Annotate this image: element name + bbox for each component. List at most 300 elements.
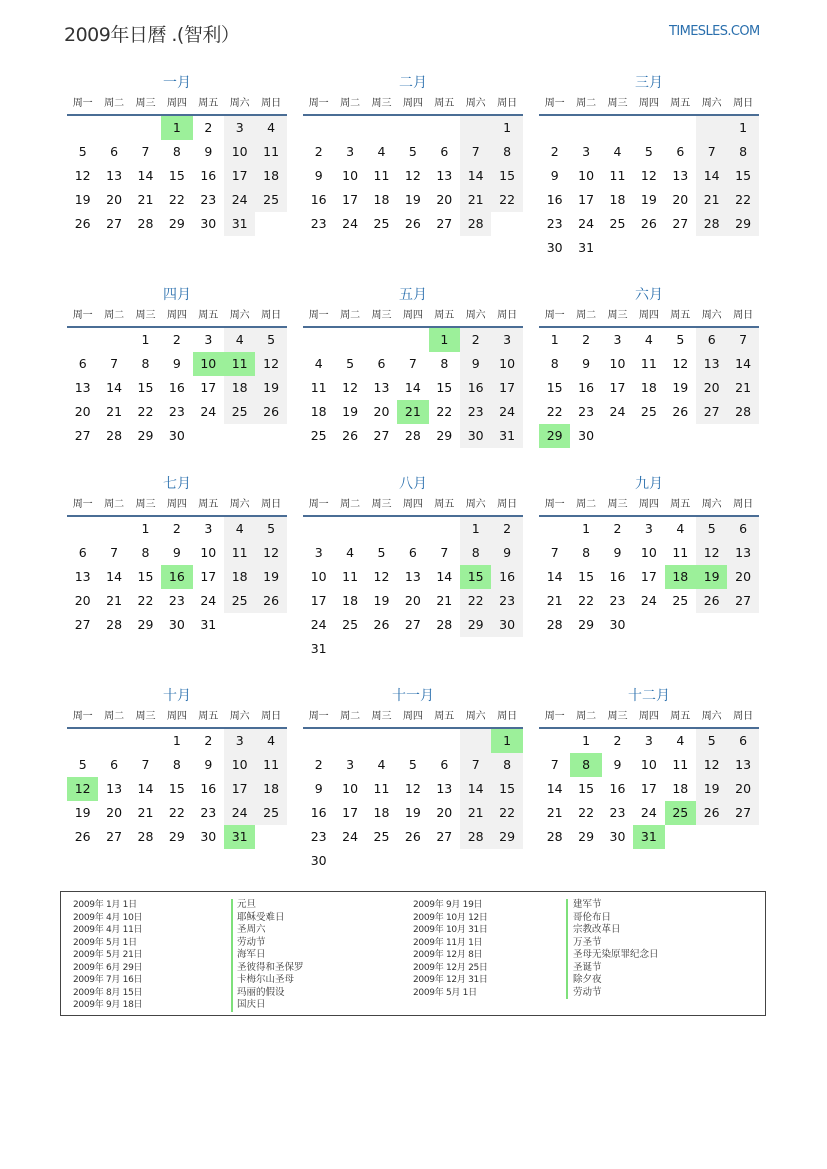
- day-cell[interactable]: 11: [373, 168, 390, 183]
- day-cell[interactable]: 13: [106, 781, 123, 796]
- day-cell[interactable]: 3: [314, 545, 323, 560]
- day-cell[interactable]: 1: [582, 733, 591, 748]
- day-cell[interactable]: 23: [310, 216, 327, 231]
- day-cell[interactable]: 3: [346, 144, 355, 159]
- day-cell[interactable]: 28: [727, 400, 758, 424]
- day-cell[interactable]: 20: [373, 404, 390, 419]
- day-cell[interactable]: 13: [727, 753, 758, 777]
- holiday-day-cell[interactable]: 11: [224, 352, 255, 376]
- day-cell[interactable]: 23: [609, 593, 626, 608]
- day-cell[interactable]: 25: [255, 188, 286, 212]
- day-cell[interactable]: 17: [342, 805, 359, 820]
- day-cell[interactable]: 24: [310, 617, 327, 632]
- day-cell[interactable]: 23: [200, 192, 217, 207]
- day-cell[interactable]: 12: [404, 168, 421, 183]
- day-cell[interactable]: 16: [310, 192, 327, 207]
- day-cell[interactable]: 27: [727, 589, 758, 613]
- day-cell[interactable]: 23: [578, 404, 595, 419]
- holiday-day-cell[interactable]: 15: [460, 565, 491, 589]
- day-cell[interactable]: 2: [582, 332, 591, 347]
- day-cell[interactable]: 24: [342, 829, 359, 844]
- day-cell[interactable]: 15: [727, 164, 758, 188]
- day-cell[interactable]: 14: [106, 380, 123, 395]
- day-cell[interactable]: 25: [640, 404, 657, 419]
- day-cell[interactable]: 1: [491, 116, 522, 140]
- day-cell[interactable]: 17: [609, 380, 626, 395]
- day-cell[interactable]: 28: [436, 617, 453, 632]
- day-cell[interactable]: 28: [460, 825, 491, 849]
- day-cell[interactable]: 13: [696, 352, 727, 376]
- day-cell[interactable]: 20: [74, 593, 91, 608]
- day-cell[interactable]: 24: [491, 400, 522, 424]
- day-cell[interactable]: 17: [200, 380, 217, 395]
- day-cell[interactable]: 4: [676, 521, 685, 536]
- day-cell[interactable]: 1: [172, 733, 181, 748]
- day-cell[interactable]: 9: [613, 545, 622, 560]
- day-cell[interactable]: 31: [578, 240, 595, 255]
- day-cell[interactable]: 22: [578, 805, 595, 820]
- day-cell[interactable]: 1: [550, 332, 559, 347]
- day-cell[interactable]: 14: [727, 352, 758, 376]
- day-cell[interactable]: 2: [172, 521, 181, 536]
- day-cell[interactable]: 2: [172, 332, 181, 347]
- day-cell[interactable]: 17: [491, 376, 522, 400]
- day-cell[interactable]: 29: [168, 829, 185, 844]
- day-cell[interactable]: 8: [141, 545, 150, 560]
- day-cell[interactable]: 30: [168, 428, 185, 443]
- day-cell[interactable]: 5: [408, 144, 417, 159]
- day-cell[interactable]: 4: [255, 729, 286, 753]
- day-cell[interactable]: 5: [676, 332, 685, 347]
- day-cell[interactable]: 26: [696, 589, 727, 613]
- day-cell[interactable]: 17: [310, 593, 327, 608]
- day-cell[interactable]: 21: [546, 593, 563, 608]
- day-cell[interactable]: 16: [609, 781, 626, 796]
- day-cell[interactable]: 26: [342, 428, 359, 443]
- day-cell[interactable]: 11: [672, 757, 689, 772]
- day-cell[interactable]: 30: [310, 853, 327, 868]
- day-cell[interactable]: 12: [255, 541, 286, 565]
- day-cell[interactable]: 15: [168, 781, 185, 796]
- day-cell[interactable]: 13: [436, 781, 453, 796]
- day-cell[interactable]: 13: [373, 380, 390, 395]
- day-cell[interactable]: 12: [74, 168, 91, 183]
- day-cell[interactable]: 28: [460, 212, 491, 236]
- day-cell[interactable]: 21: [696, 188, 727, 212]
- day-cell[interactable]: 13: [436, 168, 453, 183]
- day-cell[interactable]: 9: [172, 356, 181, 371]
- day-cell[interactable]: 28: [546, 829, 563, 844]
- day-cell[interactable]: 25: [672, 593, 689, 608]
- day-cell[interactable]: 6: [676, 144, 685, 159]
- day-cell[interactable]: 20: [727, 777, 758, 801]
- day-cell[interactable]: 19: [255, 376, 286, 400]
- day-cell[interactable]: 10: [310, 569, 327, 584]
- day-cell[interactable]: 24: [578, 216, 595, 231]
- day-cell[interactable]: 9: [460, 352, 491, 376]
- day-cell[interactable]: 27: [436, 829, 453, 844]
- day-cell[interactable]: 25: [373, 216, 390, 231]
- day-cell[interactable]: 29: [137, 617, 154, 632]
- day-cell[interactable]: 20: [436, 805, 453, 820]
- day-cell[interactable]: 19: [404, 192, 421, 207]
- day-cell[interactable]: 24: [200, 593, 217, 608]
- day-cell[interactable]: 4: [346, 545, 355, 560]
- day-cell[interactable]: 31: [310, 641, 327, 656]
- day-cell[interactable]: 16: [460, 376, 491, 400]
- day-cell[interactable]: 16: [168, 380, 185, 395]
- day-cell[interactable]: 27: [106, 829, 123, 844]
- day-cell[interactable]: 27: [74, 428, 91, 443]
- day-cell[interactable]: 26: [404, 829, 421, 844]
- day-cell[interactable]: 19: [640, 192, 657, 207]
- day-cell[interactable]: 21: [460, 801, 491, 825]
- day-cell[interactable]: 3: [346, 757, 355, 772]
- day-cell[interactable]: 16: [578, 380, 595, 395]
- day-cell[interactable]: 13: [74, 569, 91, 584]
- day-cell[interactable]: 5: [78, 757, 87, 772]
- day-cell[interactable]: 23: [168, 593, 185, 608]
- day-cell[interactable]: 20: [696, 376, 727, 400]
- day-cell[interactable]: 8: [172, 757, 181, 772]
- day-cell[interactable]: 2: [550, 144, 559, 159]
- day-cell[interactable]: 12: [373, 569, 390, 584]
- day-cell[interactable]: 16: [200, 781, 217, 796]
- day-cell[interactable]: 23: [310, 829, 327, 844]
- day-cell[interactable]: 7: [408, 356, 417, 371]
- day-cell[interactable]: 21: [106, 404, 123, 419]
- day-cell[interactable]: 28: [696, 212, 727, 236]
- day-cell[interactable]: 25: [342, 617, 359, 632]
- day-cell[interactable]: 14: [546, 569, 563, 584]
- day-cell[interactable]: 30: [460, 424, 491, 448]
- day-cell[interactable]: 30: [168, 617, 185, 632]
- day-cell[interactable]: 5: [696, 517, 727, 541]
- day-cell[interactable]: 7: [727, 328, 758, 352]
- day-cell[interactable]: 11: [640, 356, 657, 371]
- day-cell[interactable]: 11: [255, 140, 286, 164]
- day-cell[interactable]: 27: [74, 617, 91, 632]
- day-cell[interactable]: 28: [137, 216, 154, 231]
- day-cell[interactable]: 8: [172, 144, 181, 159]
- day-cell[interactable]: 19: [342, 404, 359, 419]
- day-cell[interactable]: 12: [696, 753, 727, 777]
- day-cell[interactable]: 26: [74, 829, 91, 844]
- day-cell[interactable]: 7: [440, 545, 449, 560]
- day-cell[interactable]: 3: [204, 332, 213, 347]
- holiday-day-cell[interactable]: 19: [696, 565, 727, 589]
- day-cell[interactable]: 10: [609, 356, 626, 371]
- day-cell[interactable]: 21: [727, 376, 758, 400]
- day-cell[interactable]: 31: [200, 617, 217, 632]
- day-cell[interactable]: 15: [168, 168, 185, 183]
- day-cell[interactable]: 18: [672, 781, 689, 796]
- day-cell[interactable]: 6: [110, 144, 119, 159]
- day-cell[interactable]: 27: [696, 400, 727, 424]
- holiday-day-cell[interactable]: 1: [429, 328, 460, 352]
- day-cell[interactable]: 9: [491, 541, 522, 565]
- day-cell[interactable]: 3: [224, 729, 255, 753]
- day-cell[interactable]: 25: [224, 400, 255, 424]
- holiday-day-cell[interactable]: 1: [491, 729, 522, 753]
- day-cell[interactable]: 13: [727, 541, 758, 565]
- holiday-day-cell[interactable]: 31: [633, 825, 664, 849]
- day-cell[interactable]: 11: [310, 380, 327, 395]
- day-cell[interactable]: 1: [727, 116, 758, 140]
- day-cell[interactable]: 2: [204, 120, 213, 135]
- day-cell[interactable]: 6: [696, 328, 727, 352]
- day-cell[interactable]: 6: [110, 757, 119, 772]
- day-cell[interactable]: 29: [460, 613, 491, 637]
- day-cell[interactable]: 20: [727, 565, 758, 589]
- day-cell[interactable]: 28: [404, 428, 421, 443]
- day-cell[interactable]: 15: [137, 380, 154, 395]
- day-cell[interactable]: 16: [546, 192, 563, 207]
- day-cell[interactable]: 9: [314, 168, 323, 183]
- day-cell[interactable]: 5: [255, 517, 286, 541]
- day-cell[interactable]: 30: [491, 613, 522, 637]
- day-cell[interactable]: 17: [640, 569, 657, 584]
- day-cell[interactable]: 10: [578, 168, 595, 183]
- day-cell[interactable]: 11: [255, 753, 286, 777]
- day-cell[interactable]: 9: [314, 781, 323, 796]
- day-cell[interactable]: 7: [460, 753, 491, 777]
- day-cell[interactable]: 24: [342, 216, 359, 231]
- day-cell[interactable]: 18: [255, 777, 286, 801]
- day-cell[interactable]: 12: [640, 168, 657, 183]
- day-cell[interactable]: 23: [491, 589, 522, 613]
- day-cell[interactable]: 5: [644, 144, 653, 159]
- day-cell[interactable]: 19: [373, 593, 390, 608]
- day-cell[interactable]: 22: [546, 404, 563, 419]
- day-cell[interactable]: 29: [491, 825, 522, 849]
- day-cell[interactable]: 10: [224, 753, 255, 777]
- day-cell[interactable]: 30: [609, 617, 626, 632]
- day-cell[interactable]: 23: [460, 400, 491, 424]
- day-cell[interactable]: 19: [74, 805, 91, 820]
- day-cell[interactable]: 31: [491, 424, 522, 448]
- day-cell[interactable]: 21: [546, 805, 563, 820]
- day-cell[interactable]: 2: [491, 517, 522, 541]
- day-cell[interactable]: 2: [613, 733, 622, 748]
- day-cell[interactable]: 14: [546, 781, 563, 796]
- day-cell[interactable]: 24: [224, 188, 255, 212]
- day-cell[interactable]: 3: [491, 328, 522, 352]
- day-cell[interactable]: 20: [404, 593, 421, 608]
- day-cell[interactable]: 9: [582, 356, 591, 371]
- day-cell[interactable]: 9: [204, 144, 213, 159]
- day-cell[interactable]: 9: [172, 545, 181, 560]
- day-cell[interactable]: 8: [440, 356, 449, 371]
- day-cell[interactable]: 14: [106, 569, 123, 584]
- day-cell[interactable]: 1: [141, 521, 150, 536]
- day-cell[interactable]: 6: [727, 517, 758, 541]
- day-cell[interactable]: 25: [255, 801, 286, 825]
- day-cell[interactable]: 23: [546, 216, 563, 231]
- day-cell[interactable]: 7: [141, 144, 150, 159]
- day-cell[interactable]: 28: [106, 617, 123, 632]
- day-cell[interactable]: 7: [110, 545, 119, 560]
- holiday-day-cell[interactable]: 31: [224, 825, 255, 849]
- day-cell[interactable]: 22: [578, 593, 595, 608]
- site-link[interactable]: TIMESLES.COM: [669, 24, 760, 39]
- day-cell[interactable]: 12: [342, 380, 359, 395]
- day-cell[interactable]: 10: [200, 545, 217, 560]
- day-cell[interactable]: 4: [377, 757, 386, 772]
- day-cell[interactable]: 6: [440, 144, 449, 159]
- day-cell[interactable]: 26: [404, 216, 421, 231]
- day-cell[interactable]: 4: [613, 144, 622, 159]
- day-cell[interactable]: 24: [640, 593, 657, 608]
- day-cell[interactable]: 15: [491, 164, 522, 188]
- day-cell[interactable]: 9: [550, 168, 559, 183]
- day-cell[interactable]: 24: [609, 404, 626, 419]
- day-cell[interactable]: 26: [640, 216, 657, 231]
- day-cell[interactable]: 18: [373, 805, 390, 820]
- day-cell[interactable]: 13: [106, 168, 123, 183]
- day-cell[interactable]: 26: [255, 400, 286, 424]
- day-cell[interactable]: 14: [404, 380, 421, 395]
- holiday-day-cell[interactable]: 25: [665, 801, 696, 825]
- day-cell[interactable]: 18: [342, 593, 359, 608]
- holiday-day-cell[interactable]: 10: [193, 352, 224, 376]
- day-cell[interactable]: 16: [609, 569, 626, 584]
- day-cell[interactable]: 22: [168, 805, 185, 820]
- day-cell[interactable]: 26: [373, 617, 390, 632]
- day-cell[interactable]: 14: [460, 777, 491, 801]
- day-cell[interactable]: 28: [546, 617, 563, 632]
- day-cell[interactable]: 15: [578, 569, 595, 584]
- day-cell[interactable]: 6: [78, 545, 87, 560]
- day-cell[interactable]: 20: [106, 192, 123, 207]
- day-cell[interactable]: 14: [696, 164, 727, 188]
- day-cell[interactable]: 25: [310, 428, 327, 443]
- day-cell[interactable]: 22: [168, 192, 185, 207]
- day-cell[interactable]: 22: [137, 593, 154, 608]
- day-cell[interactable]: 15: [137, 569, 154, 584]
- day-cell[interactable]: 26: [74, 216, 91, 231]
- day-cell[interactable]: 1: [582, 521, 591, 536]
- day-cell[interactable]: 10: [640, 545, 657, 560]
- day-cell[interactable]: 26: [255, 589, 286, 613]
- day-cell[interactable]: 5: [255, 328, 286, 352]
- day-cell[interactable]: 18: [310, 404, 327, 419]
- day-cell[interactable]: 24: [200, 404, 217, 419]
- day-cell[interactable]: 16: [310, 805, 327, 820]
- day-cell[interactable]: 24: [224, 801, 255, 825]
- day-cell[interactable]: 28: [137, 829, 154, 844]
- day-cell[interactable]: 11: [224, 541, 255, 565]
- day-cell[interactable]: 2: [613, 521, 622, 536]
- day-cell[interactable]: 3: [224, 116, 255, 140]
- day-cell[interactable]: 20: [74, 404, 91, 419]
- day-cell[interactable]: 16: [491, 565, 522, 589]
- day-cell[interactable]: 2: [314, 757, 323, 772]
- day-cell[interactable]: 14: [436, 569, 453, 584]
- holiday-day-cell[interactable]: 18: [665, 565, 696, 589]
- day-cell[interactable]: 22: [460, 589, 491, 613]
- day-cell[interactable]: 25: [609, 216, 626, 231]
- day-cell[interactable]: 3: [644, 521, 653, 536]
- day-cell[interactable]: 22: [491, 188, 522, 212]
- day-cell[interactable]: 8: [727, 140, 758, 164]
- day-cell[interactable]: 29: [436, 428, 453, 443]
- day-cell[interactable]: 1: [141, 332, 150, 347]
- day-cell[interactable]: 18: [609, 192, 626, 207]
- day-cell[interactable]: 19: [74, 192, 91, 207]
- day-cell[interactable]: 17: [224, 164, 255, 188]
- day-cell[interactable]: 4: [644, 332, 653, 347]
- day-cell[interactable]: 8: [491, 140, 522, 164]
- day-cell[interactable]: 5: [696, 729, 727, 753]
- day-cell[interactable]: 14: [460, 164, 491, 188]
- day-cell[interactable]: 8: [460, 541, 491, 565]
- day-cell[interactable]: 17: [578, 192, 595, 207]
- day-cell[interactable]: 2: [314, 144, 323, 159]
- day-cell[interactable]: 27: [436, 216, 453, 231]
- day-cell[interactable]: 1: [460, 517, 491, 541]
- day-cell[interactable]: 3: [644, 733, 653, 748]
- day-cell[interactable]: 7: [110, 356, 119, 371]
- day-cell[interactable]: 27: [373, 428, 390, 443]
- day-cell[interactable]: 20: [106, 805, 123, 820]
- day-cell[interactable]: 22: [727, 188, 758, 212]
- day-cell[interactable]: 22: [491, 801, 522, 825]
- day-cell[interactable]: 21: [106, 593, 123, 608]
- day-cell[interactable]: 3: [204, 521, 213, 536]
- day-cell[interactable]: 14: [137, 168, 154, 183]
- day-cell[interactable]: 25: [224, 589, 255, 613]
- day-cell[interactable]: 5: [346, 356, 355, 371]
- day-cell[interactable]: 26: [696, 801, 727, 825]
- day-cell[interactable]: 19: [672, 380, 689, 395]
- day-cell[interactable]: 19: [255, 565, 286, 589]
- day-cell[interactable]: 29: [578, 617, 595, 632]
- day-cell[interactable]: 4: [377, 144, 386, 159]
- day-cell[interactable]: 15: [546, 380, 563, 395]
- day-cell[interactable]: 7: [550, 757, 559, 772]
- holiday-day-cell[interactable]: 1: [161, 116, 192, 140]
- holiday-day-cell[interactable]: 12: [67, 777, 98, 801]
- day-cell[interactable]: 6: [78, 356, 87, 371]
- day-cell[interactable]: 14: [137, 781, 154, 796]
- day-cell[interactable]: 15: [436, 380, 453, 395]
- day-cell[interactable]: 7: [696, 140, 727, 164]
- day-cell[interactable]: 5: [377, 545, 386, 560]
- day-cell[interactable]: 26: [672, 404, 689, 419]
- day-cell[interactable]: 4: [314, 356, 323, 371]
- day-cell[interactable]: 19: [696, 777, 727, 801]
- day-cell[interactable]: 11: [609, 168, 626, 183]
- day-cell[interactable]: 18: [373, 192, 390, 207]
- day-cell[interactable]: 12: [672, 356, 689, 371]
- day-cell[interactable]: 4: [224, 328, 255, 352]
- day-cell[interactable]: 18: [640, 380, 657, 395]
- day-cell[interactable]: 17: [224, 777, 255, 801]
- day-cell[interactable]: 23: [200, 805, 217, 820]
- day-cell[interactable]: 8: [582, 545, 591, 560]
- day-cell[interactable]: 25: [373, 829, 390, 844]
- day-cell[interactable]: 8: [550, 356, 559, 371]
- day-cell[interactable]: 10: [342, 781, 359, 796]
- day-cell[interactable]: 27: [672, 216, 689, 231]
- day-cell[interactable]: 8: [141, 356, 150, 371]
- day-cell[interactable]: 6: [440, 757, 449, 772]
- day-cell[interactable]: 27: [727, 801, 758, 825]
- day-cell[interactable]: 28: [106, 428, 123, 443]
- day-cell[interactable]: 11: [342, 569, 359, 584]
- day-cell[interactable]: 29: [168, 216, 185, 231]
